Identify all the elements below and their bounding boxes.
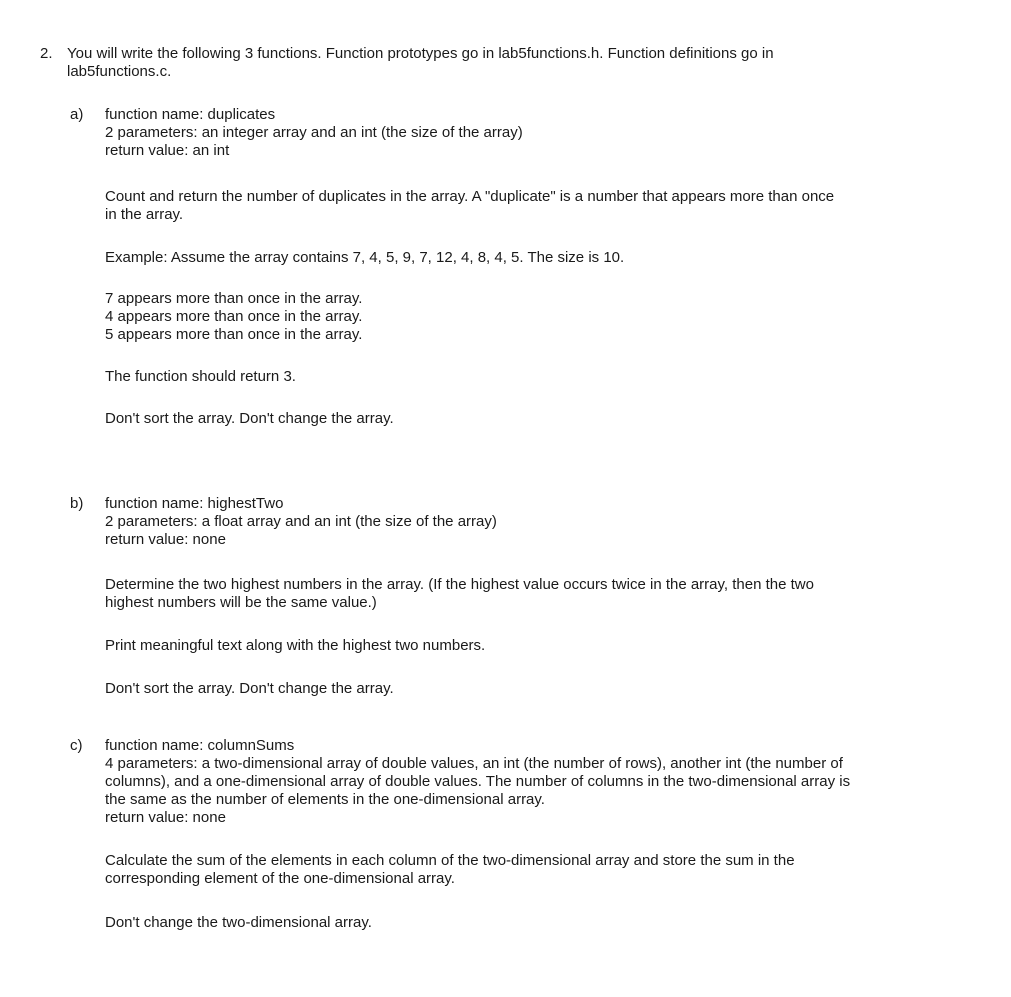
part-a-return-statement: The function should return 3. [105,368,296,385]
part-b-description-line-2: highest numbers will be the same value.) [105,594,377,611]
part-c-function-name: function name: columnSums [105,737,295,754]
part-c-parameters-line-1: 4 parameters: a two-dimensional array of double values, an int (the number of rows), another int (the number of [105,755,843,772]
part-b-print-instruction: Print meaningful text along with the highest two numbers. [105,637,486,654]
part-b-description-line-1: Determine the two highest numbers in the array. (If the highest value occurs twice in the array, then the two [105,576,814,593]
part-c-description-line-1: Calculate the sum of the elements in each column of the two-dimensional array and store the sum in the [105,852,795,869]
part-a-appears-line-1: 7 appears more than once in the array. [105,290,363,307]
part-b-note: Don't sort the array. Don't change the array. [105,680,394,697]
part-a-description-line-2: in the array. [105,206,184,223]
question-intro-line-1: You will write the following 3 functions. Function prototypes go in lab5functions.h. Function definitions go in [67,45,774,62]
part-b-parameters: 2 parameters: a float array and an int (the size of the array) [105,513,497,530]
part-c-description-line-2: corresponding element of the one-dimensional array. [105,870,455,887]
part-a-function-name: function name: duplicates [105,106,276,123]
part-c-note: Don't change the two-dimensional array. [105,914,372,931]
part-a-note: Don't sort the array. Don't change the array. [105,410,394,427]
part-b-function-name: function name: highestTwo [105,495,284,512]
question-intro-line-2: lab5functions.c. [67,63,172,80]
part-c-parameters-line-3: the same as the number of elements in the one-dimensional array. [105,791,545,808]
part-c-letter: c) [70,737,83,754]
part-c-parameters-line-2: columns), and a one-dimensional array of double values. The number of columns in the two-dimensional array is [105,773,851,790]
part-a-description-line-1: Count and return the number of duplicates in the array. A "duplicate" is a number that appears more than once [105,188,835,205]
part-a-parameters: 2 parameters: an integer array and an int (the size of the array) [105,124,523,141]
part-c-return-value: return value: none [105,809,226,826]
part-b-letter: b) [70,495,84,512]
part-a-example: Example: Assume the array contains 7, 4, 5, 9, 7, 12, 4, 8, 4, 5. The size is 10. [105,249,625,266]
part-a-letter: a) [70,106,84,123]
question-number: 2. [40,45,53,62]
part-a-appears-line-2: 4 appears more than once in the array. [105,308,363,325]
part-a-appears-line-3: 5 appears more than once in the array. [105,326,363,343]
part-a-return-value: return value: an int [105,142,230,159]
part-b-return-value: return value: none [105,531,226,548]
